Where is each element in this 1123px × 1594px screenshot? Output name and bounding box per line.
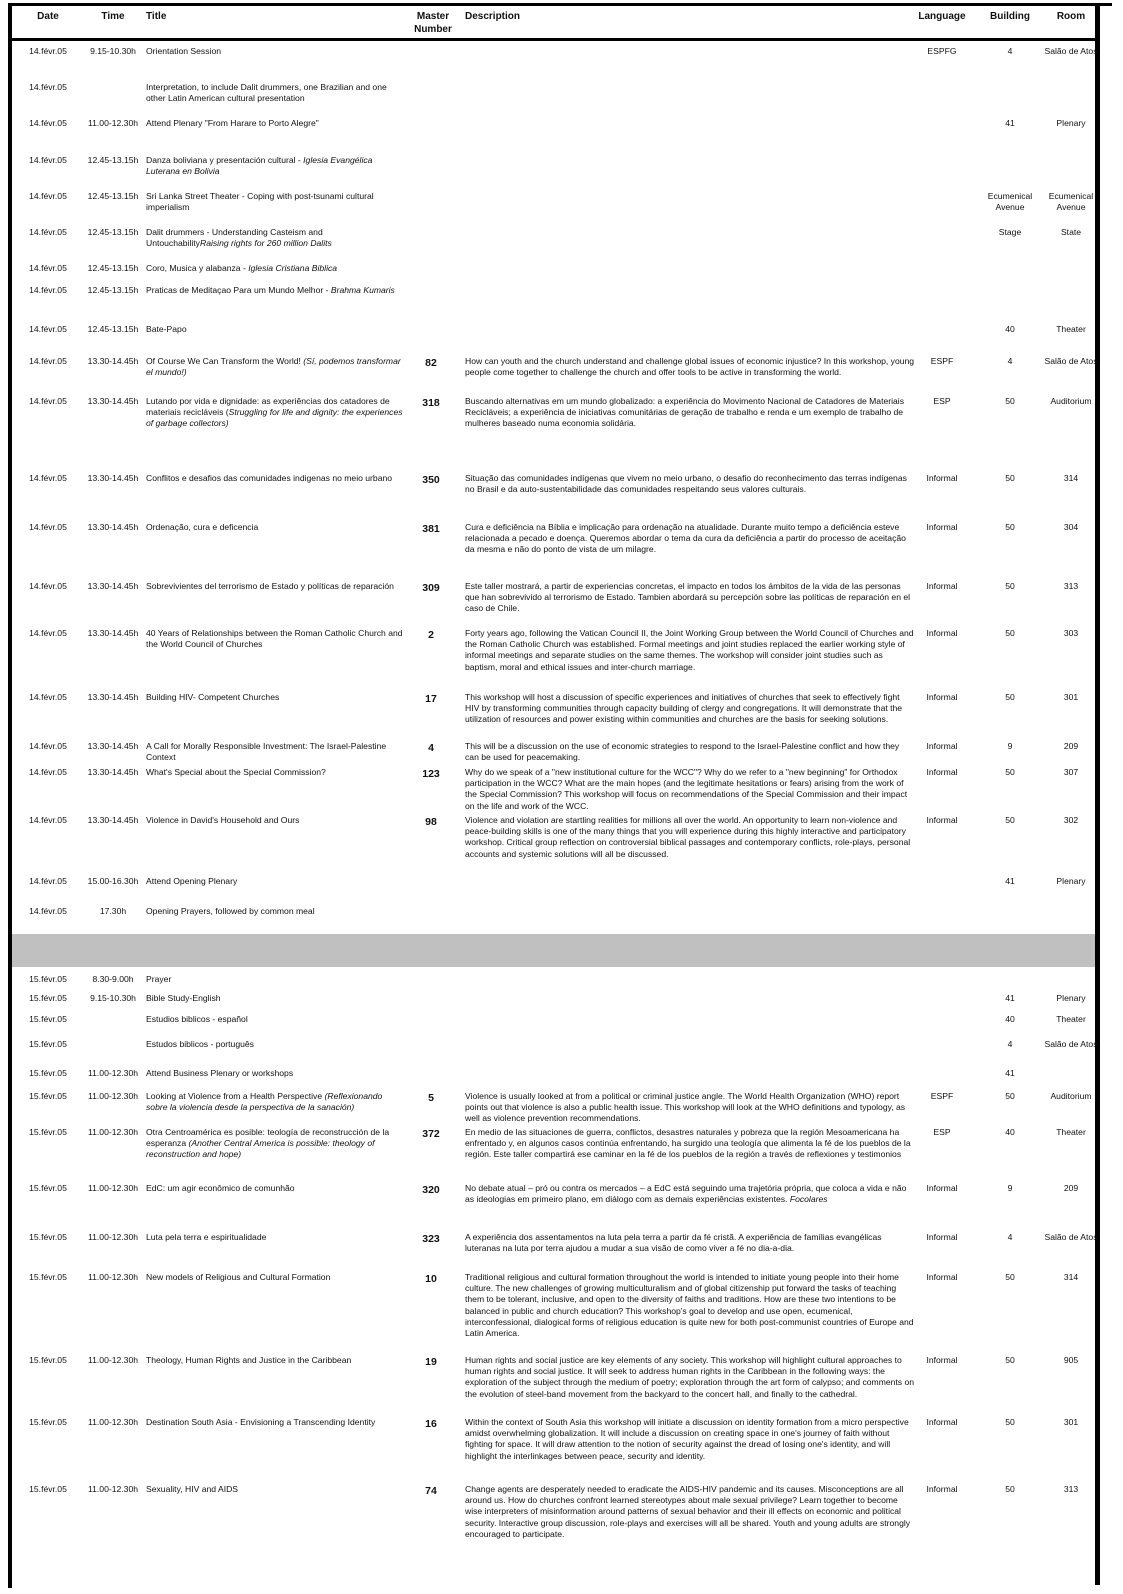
- header-room: Room: [1056, 11, 1086, 22]
- row-date: 14.févr.05: [29, 285, 67, 295]
- row-title: [146, 473, 406, 484]
- row-title-text: A Call for Morally Responsible Investment: The Israel-Palestine Context: [146, 741, 387, 763]
- row-description: [465, 473, 915, 495]
- row-title: [146, 356, 406, 378]
- row-date: 15.févr.05: [29, 1068, 67, 1078]
- row-description-text: This will be a discussion on the use of economic strategies to respond to the Israel-Palestine conflict and how they can be used for peacemaking.: [465, 741, 900, 763]
- row-date: 14.févr.05: [29, 227, 67, 237]
- row-description: [465, 1232, 915, 1254]
- row-time: 13.30-14.45h: [87, 628, 139, 638]
- row-time: 13.30-14.45h: [87, 741, 139, 751]
- row-master-number: 74: [425, 1485, 437, 1497]
- row-room: Ecumenical Avenue: [1048, 191, 1094, 213]
- row-language: Informal: [926, 741, 958, 751]
- row-title: [146, 767, 406, 778]
- row-description: [465, 1272, 915, 1339]
- row-date: 15.févr.05: [29, 1417, 67, 1427]
- row-date: 14.févr.05: [29, 876, 67, 886]
- row-room: Plenary: [1056, 118, 1086, 128]
- row-description-text: Traditional religious and cultural formation throughout the world is intended to initiate young people into their home culture. The new challenges of growing multiculturalism and of global citizenship put forward the tasks of teaching them to be tolerant, inclusive, and open to the diversity of faiths and traditions. How are these two intentions to be balanced in public and church education? This workshop's goal to develop and use open, ecumenical, interconfessional, dialogical forms of religious education is quite new for both post-communist countries of Europe and Latin America.: [465, 1272, 914, 1339]
- row-title-text: Building HIV- Competent Churches: [146, 692, 280, 702]
- row-description: [465, 1484, 915, 1540]
- row-room: Theater: [1056, 1127, 1086, 1137]
- row-date: 15.févr.05: [29, 974, 67, 984]
- row-language: ESPFG: [927, 46, 957, 56]
- row-building: Stage: [998, 227, 1022, 237]
- row-building: 41: [1005, 1068, 1015, 1078]
- row-title: [146, 227, 406, 249]
- row-master-number: 381: [422, 523, 440, 535]
- row-title: [146, 1183, 406, 1194]
- row-room: 209: [1063, 741, 1079, 751]
- row-time: 9.15-10.30h: [90, 46, 136, 56]
- row-title-text: Opening Prayers, followed by common meal: [146, 906, 315, 916]
- row-date: 14.févr.05: [29, 628, 67, 638]
- row-language: Informal: [926, 1272, 958, 1282]
- row-time: 13.30-14.45h: [87, 396, 139, 406]
- row-description: [465, 396, 915, 430]
- row-room: Theater: [1056, 1014, 1086, 1024]
- row-date: 15.févr.05: [29, 1232, 67, 1242]
- row-date: 14.févr.05: [29, 118, 67, 128]
- row-time: 12.45-13.15h: [87, 263, 139, 273]
- row-title: [146, 522, 406, 533]
- row-time: 13.30-14.45h: [87, 767, 139, 777]
- row-time: 11.00-12.30h: [87, 1183, 138, 1193]
- row-master-number: 2: [428, 629, 434, 641]
- row-title-text: Violence in David's Household and Ours: [146, 815, 300, 825]
- row-room: 209: [1063, 1183, 1079, 1193]
- row-time: 15.00-16.30h: [87, 876, 139, 886]
- row-title-text: Bate-Papo: [146, 324, 187, 334]
- row-language: Informal: [926, 581, 958, 591]
- row-date: 15.févr.05: [29, 1039, 67, 1049]
- row-description: [465, 767, 915, 812]
- row-room: Plenary: [1056, 993, 1086, 1003]
- row-title-italic: (Another Central America is possible: theology of reconstruction and hope): [146, 1138, 375, 1160]
- row-description: [465, 1091, 915, 1125]
- row-language: ESP: [933, 1127, 951, 1137]
- row-master-number: 10: [425, 1273, 437, 1285]
- row-language: Informal: [926, 522, 958, 532]
- row-language: Informal: [926, 628, 958, 638]
- row-time: 11.00-12.30h: [87, 118, 138, 128]
- row-master-number: 5: [428, 1092, 434, 1104]
- row-title-text: Praticas de Meditaçao Para um Mundo Melhor -: [146, 285, 331, 295]
- row-title-text: Sexuality, HIV and AIDS: [146, 1484, 239, 1494]
- row-building: 4: [1007, 356, 1013, 366]
- row-building: Ecumenical Avenue: [987, 191, 1033, 213]
- row-title-text: Estudios biblicos - español: [146, 1014, 248, 1024]
- row-master-number: 320: [422, 1184, 440, 1196]
- row-description: [465, 522, 915, 556]
- header-language: Language: [918, 11, 966, 22]
- row-title: [146, 82, 406, 104]
- row-description-text: Situação das comunidades indígenas que vivem no meio urbano, o desafio do reconhecimento das terras indígenas no Brasil e da auto-sustentabilidade das comunidades respeitando seus valores culturais.: [465, 473, 907, 495]
- row-time: 11.00-12.30h: [87, 1417, 138, 1427]
- row-time: 11.00-12.30h: [87, 1355, 138, 1365]
- row-title-text: Theology, Human Rights and Justice in the Caribbean: [146, 1355, 352, 1365]
- row-language: Informal: [926, 1417, 958, 1427]
- row-master-number: 318: [422, 397, 440, 409]
- row-master-number: 323: [422, 1233, 440, 1245]
- row-title: [146, 1039, 406, 1050]
- row-title: [146, 628, 406, 650]
- row-room: 307: [1063, 767, 1079, 777]
- row-room: 905: [1063, 1355, 1079, 1365]
- row-time: 13.30-14.45h: [87, 581, 139, 591]
- row-title-text: Sri Lanka Street Theater - Coping with post-tsunami cultural imperialism: [146, 191, 374, 213]
- row-building: 50: [1005, 815, 1015, 825]
- row-date: 14.févr.05: [29, 581, 67, 591]
- row-title: [146, 1484, 406, 1495]
- row-date: 14.févr.05: [29, 263, 67, 273]
- row-title-text: 40 Years of Relationships between the Roman Catholic Church and the World Council of Churches: [146, 628, 403, 650]
- row-title-text: What's Special about the Special Commission?: [146, 767, 326, 777]
- row-building: 41: [1005, 993, 1015, 1003]
- row-building: 50: [1005, 1272, 1015, 1282]
- row-description-text: Buscando alternativas em um mundo globalizado: a experiência do Movimento Nacional de Catadores de Materiais Recicláveis; a experiência de iniciativas comunitárias de geração de trabalho e renda e um exemplo de trabalho de mulheres baseado numa economia solidária.: [465, 396, 905, 429]
- header-title: Title: [146, 11, 167, 22]
- row-building: 40: [1005, 324, 1015, 334]
- row-title-text: Of Course We Can Transform the World!: [146, 356, 304, 366]
- row-title-text: Attend Opening Plenary: [146, 876, 238, 886]
- row-date: 14.févr.05: [29, 741, 67, 751]
- row-time: 11.00-12.30h: [87, 1068, 138, 1078]
- row-room: 314: [1063, 473, 1079, 483]
- header-rule: [8, 38, 1100, 41]
- header-master-number: [408, 10, 458, 36]
- row-date: 15.févr.05: [29, 993, 67, 1003]
- row-title-italic: Raising rights for 260 million Dalits: [199, 238, 332, 249]
- row-title-italic: Struggling for life and dignity: the experiences of garbage collectors): [146, 407, 403, 429]
- header-master-number-line2: Number: [414, 24, 452, 35]
- row-room: 301: [1063, 1417, 1079, 1427]
- row-description: [465, 581, 915, 615]
- row-title: [146, 1355, 406, 1366]
- row-date: 14.févr.05: [29, 815, 67, 825]
- row-building: 40: [1005, 1014, 1015, 1024]
- row-master-number: 19: [425, 1356, 437, 1368]
- row-time: 12.45-13.15h: [87, 227, 139, 237]
- row-room: 303: [1063, 628, 1079, 638]
- row-date: 14.févr.05: [29, 82, 67, 92]
- row-date: 14.févr.05: [29, 767, 67, 777]
- row-building: 50: [1005, 396, 1015, 406]
- row-room: State: [1060, 227, 1082, 237]
- row-master-number: 4: [428, 742, 434, 754]
- row-description: [465, 692, 915, 726]
- row-language: ESP: [933, 396, 951, 406]
- row-date: 14.févr.05: [29, 191, 67, 201]
- row-title: [146, 1091, 406, 1113]
- row-date: 14.févr.05: [29, 46, 67, 56]
- row-description: [465, 1127, 915, 1161]
- row-date: 14.févr.05: [29, 396, 67, 406]
- row-title: [146, 815, 406, 826]
- row-time: 11.00-12.30h: [87, 1484, 138, 1494]
- row-description: [465, 1417, 915, 1462]
- row-building: 4: [1007, 46, 1013, 56]
- row-room: 314: [1063, 1272, 1079, 1282]
- row-date: 15.févr.05: [29, 1127, 67, 1137]
- row-room: 304: [1063, 522, 1079, 532]
- row-title-text: Bible Study-English: [146, 993, 221, 1003]
- row-time: 9.15-10.30h: [90, 993, 136, 1003]
- row-title: [146, 46, 406, 57]
- row-room: 302: [1063, 815, 1079, 825]
- row-title-italic: (Sí, podemos transformar el mundo!): [146, 356, 401, 378]
- row-date: 14.févr.05: [29, 906, 67, 916]
- row-description-text: Violence and violation are startling realities for millions all over the world. An opportunity to learn non-violence and peace-building skills is one of the many things that you will experience during this highly interactive and participatory workshop. Critical group reflection on controversial biblical passages and contemporary conflicts, role-plays, personal accounts and systemic solutions will all be discussed.: [465, 815, 911, 859]
- row-language: ESPF: [930, 1091, 954, 1101]
- row-building: 50: [1005, 1091, 1015, 1101]
- row-title-italic: (Reflexionando sobre la violencia desde la perspectiva de la sanación): [146, 1091, 383, 1113]
- row-language: Informal: [926, 767, 958, 777]
- row-title: [146, 155, 406, 177]
- row-time: 11.00-12.30h: [87, 1232, 138, 1242]
- row-description: [465, 815, 915, 860]
- row-master-number: 123: [422, 768, 440, 780]
- header-description: Description: [465, 11, 521, 22]
- row-room: Salão de Atos: [1044, 1039, 1098, 1049]
- row-time: 17.30h: [99, 906, 127, 916]
- row-title-text: Prayer: [146, 974, 172, 984]
- row-time: 8.30-9.00h: [92, 974, 134, 984]
- row-building: 50: [1005, 1484, 1015, 1494]
- row-title: [146, 1232, 406, 1243]
- row-description: [465, 1355, 915, 1400]
- header-master-number-line1: Master: [416, 11, 450, 22]
- row-date: 14.févr.05: [29, 522, 67, 532]
- row-room: Salão de Atos: [1044, 1232, 1098, 1242]
- row-title: [146, 906, 406, 917]
- row-title: [146, 1068, 406, 1079]
- row-title-italic: Brahma Kumaris: [330, 285, 395, 295]
- row-title-text: Conflitos e desafios das comunidades indigenas no meio urbano: [146, 473, 393, 483]
- row-description-text: Within the context of South Asia this workshop will initiate a discussion on identity formation from a micro perspective amidst overwhelming globalization. It will include a discussion on creating space in one's journey of faith without fighting for space. It will draw attention to the notion of security against the dread of losing one's identity, and will highlight the interlinkages between peace, security and identity.: [465, 1417, 909, 1461]
- row-title-text: Coro, Musica y alabanza -: [146, 263, 249, 273]
- row-time: 12.45-13.15h: [87, 155, 139, 165]
- row-master-number: 309: [422, 582, 440, 594]
- row-building: 9: [1007, 741, 1013, 751]
- row-description-italic: Focolares: [789, 1194, 828, 1205]
- row-description: [465, 1183, 915, 1205]
- row-title-text: New models of Religious and Cultural Formation: [146, 1272, 331, 1282]
- row-title: [146, 285, 406, 296]
- row-description-text: Cura e deficiência na Bíblia e implicação para ordenação na atualidade. Durante muito tempo a deficiência esteve relacionada a pecado e doença. Queremos abordar o tema da cura da deficiência a partir do processo de aceitação da mesma e não do ponto de vista de um milagre.: [465, 522, 906, 555]
- row-title-text: Sobrevivientes del terrorismo de Estado y políticas de reparación: [146, 581, 394, 591]
- row-building: 4: [1007, 1039, 1013, 1049]
- row-date: 15.févr.05: [29, 1014, 67, 1024]
- row-date: 14.févr.05: [29, 324, 67, 334]
- row-description-text: Human rights and social justice are key elements of any society. This workshop will highlight cultural approaches to human rights and social justice. It will seek to address human rights in the Caribbean in the following ways: the exploration of the subject through the medium of poetry; exploration through the art form of calypso; and comments on the evolution of steel-band movement from the backyard to the concert hall, and finally to the cathedral.: [465, 1355, 915, 1399]
- row-building: 50: [1005, 473, 1015, 483]
- row-master-number: 17: [425, 693, 437, 705]
- row-time: 13.30-14.45h: [87, 473, 139, 483]
- row-building: 9: [1007, 1183, 1013, 1193]
- row-room: Plenary: [1056, 876, 1086, 886]
- row-title: [146, 993, 406, 1004]
- row-title: [146, 876, 406, 887]
- row-title-text: Orientation Session: [146, 46, 221, 56]
- row-time: 11.00-12.30h: [87, 1091, 138, 1101]
- row-description: [465, 741, 915, 763]
- row-title: [146, 118, 406, 129]
- header-date: Date: [37, 11, 59, 22]
- row-time: 13.30-14.45h: [87, 356, 139, 366]
- row-title: [146, 581, 406, 592]
- row-building: 50: [1005, 628, 1015, 638]
- row-room: Auditorium: [1050, 1091, 1092, 1101]
- row-title: [146, 263, 406, 274]
- row-time: 13.30-14.45h: [87, 522, 139, 532]
- table-border-left: [8, 3, 12, 1588]
- row-title-text: Attend Business Plenary or workshops: [146, 1068, 294, 1078]
- row-time: 11.00-12.30h: [87, 1272, 138, 1282]
- row-language: Informal: [926, 1355, 958, 1365]
- row-date: 14.févr.05: [29, 473, 67, 483]
- row-room: Salão de Atos: [1044, 356, 1098, 366]
- row-title: [146, 1417, 406, 1428]
- row-date: 15.févr.05: [29, 1355, 67, 1365]
- row-language: Informal: [926, 1484, 958, 1494]
- row-description-text: Este taller mostrará, a partir de experiencias concretas, el impacto en todos los ámbitos de la vida de las personas que han sobrevivido al terrorismo de Estado. Tambien abordará su percepción sobre las políticas de reparación en el caso de Chile.: [465, 581, 911, 614]
- row-date: 14.févr.05: [29, 356, 67, 366]
- row-title: [146, 191, 406, 213]
- row-language: Informal: [926, 815, 958, 825]
- row-title: [146, 974, 406, 985]
- row-description-text: This workshop will host a discussion of specific experiences and initiatives of churches that seek to effectively fight HIV by transforming communities through capacity building of clergy and congregations. It will demonstrate that the utilization of resources and power existing within communities and churches are the basis for seeking solutions.: [465, 692, 903, 725]
- row-date: 15.févr.05: [29, 1272, 67, 1282]
- row-description-text: A experiência dos assentamentos na luta pela terra a partir da fé cristã. A experiência de famílias evangélicas luteranas na luta por terra ajudou a mudar a sua visão de como viver a fé no dia-a-dia.: [465, 1232, 882, 1254]
- row-date: 15.févr.05: [29, 1183, 67, 1193]
- row-title-text: Dalit drummers - Understanding Casteism and Untouchability: [146, 227, 323, 249]
- row-date: 14.févr.05: [29, 692, 67, 702]
- row-title-text: Otra Centroamérica es posible: teología de reconstrucción de la esperanza: [146, 1127, 390, 1149]
- row-date: 15.févr.05: [29, 1484, 67, 1494]
- row-time: 12.45-13.15h: [87, 191, 139, 201]
- row-title-text: Danza boliviana y presentación cultural -: [146, 155, 304, 165]
- row-title: [146, 396, 406, 430]
- row-building: 50: [1005, 1417, 1015, 1427]
- row-master-number: 82: [425, 357, 437, 369]
- row-building: 4: [1007, 1232, 1013, 1242]
- row-building: 41: [1005, 876, 1015, 886]
- row-date: 14.févr.05: [29, 155, 67, 165]
- row-time: 11.00-12.30h: [87, 1127, 138, 1137]
- row-master-number: 372: [422, 1128, 440, 1140]
- row-title: [146, 1127, 406, 1161]
- row-room: 301: [1063, 692, 1079, 702]
- row-building: 40: [1005, 1127, 1015, 1137]
- row-building: 50: [1005, 767, 1015, 777]
- row-description-text: En medio de las situaciones de guerra, conflictos, desastres naturales y pobreza que la región Mesoamericana ha enfrentado y, en algunos casos continúa enfrentando, ha surgido una teología que alimenta la fé de los pueblos de la región. Este taller compartirá ese caminar en la fé de los pueblos de la región a través de reflexiones y testimonios: [465, 1127, 911, 1160]
- row-date: 15.févr.05: [29, 1091, 67, 1101]
- row-room: 313: [1063, 581, 1079, 591]
- row-room: Auditorium: [1050, 396, 1092, 406]
- row-title: [146, 741, 406, 763]
- row-title-text: Estudos biblicos - português: [146, 1039, 254, 1049]
- row-master-number: 350: [422, 474, 440, 486]
- row-time: 13.30-14.45h: [87, 692, 139, 702]
- row-title: [146, 692, 406, 703]
- row-title-text: Destination South Asia - Envisioning a Transcending Identity: [146, 1417, 376, 1427]
- row-title-text: EdC: um agir econômico de comunhão: [146, 1183, 295, 1193]
- row-language: ESPF: [930, 356, 954, 366]
- row-description-text: Violence is usually looked at from a political or criminal justice angle. The World Health Organization (WHO) report points out that violence is also a public health issue. This workshop will look at the WHO definitions and typology, as well as violence prevention recommendations.: [465, 1091, 906, 1124]
- row-description-text: No debate atual – pró ou contra os mercados – a EdC está seguindo uma trajetória própria, que coloca a vida e não as ideologias em primeiro plano, em diálogo com as demais experiências existentes.: [465, 1183, 907, 1205]
- row-title: [146, 1014, 406, 1025]
- row-time: 12.45-13.15h: [87, 324, 139, 334]
- row-title-text: Lutando por vida e dignidade: as experiências dos catadores de materiais recicláveis (: [146, 396, 390, 418]
- row-building: 50: [1005, 522, 1015, 532]
- row-building: 50: [1005, 1355, 1015, 1365]
- table-border-right: [1095, 3, 1100, 1585]
- row-title-text: Luta pela terra e espiritualidade: [146, 1232, 267, 1242]
- row-language: Informal: [926, 692, 958, 702]
- row-room: Theater: [1056, 324, 1086, 334]
- day-separator-band: [12, 934, 1095, 967]
- row-title-text: Interpretation, to include Dalit drummers, one Brazilian and one other Latin American cultural presentation: [146, 82, 387, 104]
- row-description-text: Why do we speak of a "new institutional culture for the WCC"? Why do we refer to a "new beginning" for Orthodox participation in the WCC? What are the main hopes (and the legitimate hesitations or fears) arising from the work of the Special Commission? This workshop will focus on recommendations of the Special Commission and their impact on the life and work of the WCC.: [465, 767, 908, 811]
- row-description: [465, 356, 915, 378]
- row-room: 313: [1063, 1484, 1079, 1494]
- row-description: [465, 628, 915, 673]
- row-description-text: Forty years ago, following the Vatican Council II, the Joint Working Group between the World Council of Churches and the Roman Catholic Church was established. Formal meetings and joint studies replaced the earlier working style of informal meetings and separate studies on the same themes. The workshop will consider joint studies such as baptism, moral and ethical issues and inter-church marriage.: [465, 628, 914, 672]
- row-description-text: How can youth and the church understand and challenge global issues of economic injustice? In this workshop, young people come together to challenge the church and offer tools to be active in transforming the world.: [465, 356, 915, 378]
- row-title: [146, 1272, 406, 1283]
- row-time: 13.30-14.45h: [87, 815, 139, 825]
- row-master-number: 16: [425, 1418, 437, 1430]
- row-title-text: Looking at Violence from a Health Perspective: [146, 1091, 325, 1101]
- row-master-number: 98: [425, 816, 437, 828]
- row-building: 50: [1005, 581, 1015, 591]
- row-language: Informal: [926, 1232, 958, 1242]
- row-building: 50: [1005, 692, 1015, 702]
- row-title-text: Ordenação, cura e deficencia: [146, 522, 259, 532]
- row-language: Informal: [926, 1183, 958, 1193]
- row-title: [146, 324, 406, 335]
- row-title-text: Attend Plenary "From Harare to Porto Alegre": [146, 118, 319, 128]
- row-description-text: Change agents are desperately needed to eradicate the AIDS-HIV pandemic and its causes. Misconceptions are all around us. How do churches confront learned stereotypes about male sexual privilege? Learn together to become wise interpreters of misinformation around patterns of sexual behavior and their ill effects on economic and political security. Interactive group discussion, role-plays and exercises will all be shared. Youth and young adults are strongly encouraged to participate.: [465, 1484, 911, 1539]
- row-time: 12.45-13.15h: [87, 285, 139, 295]
- table-border-top: [8, 3, 1112, 6]
- header-building: Building: [990, 11, 1030, 22]
- row-language: Informal: [926, 473, 958, 483]
- row-room: Salão de Atos: [1044, 46, 1098, 56]
- row-building: 41: [1005, 118, 1015, 128]
- row-title-italic: Iglesia Evangélica Luterana en Bolivia: [146, 155, 373, 177]
- row-title-italic: Iglesia Cristiana Biblica: [248, 263, 338, 273]
- header-time: Time: [101, 11, 125, 22]
